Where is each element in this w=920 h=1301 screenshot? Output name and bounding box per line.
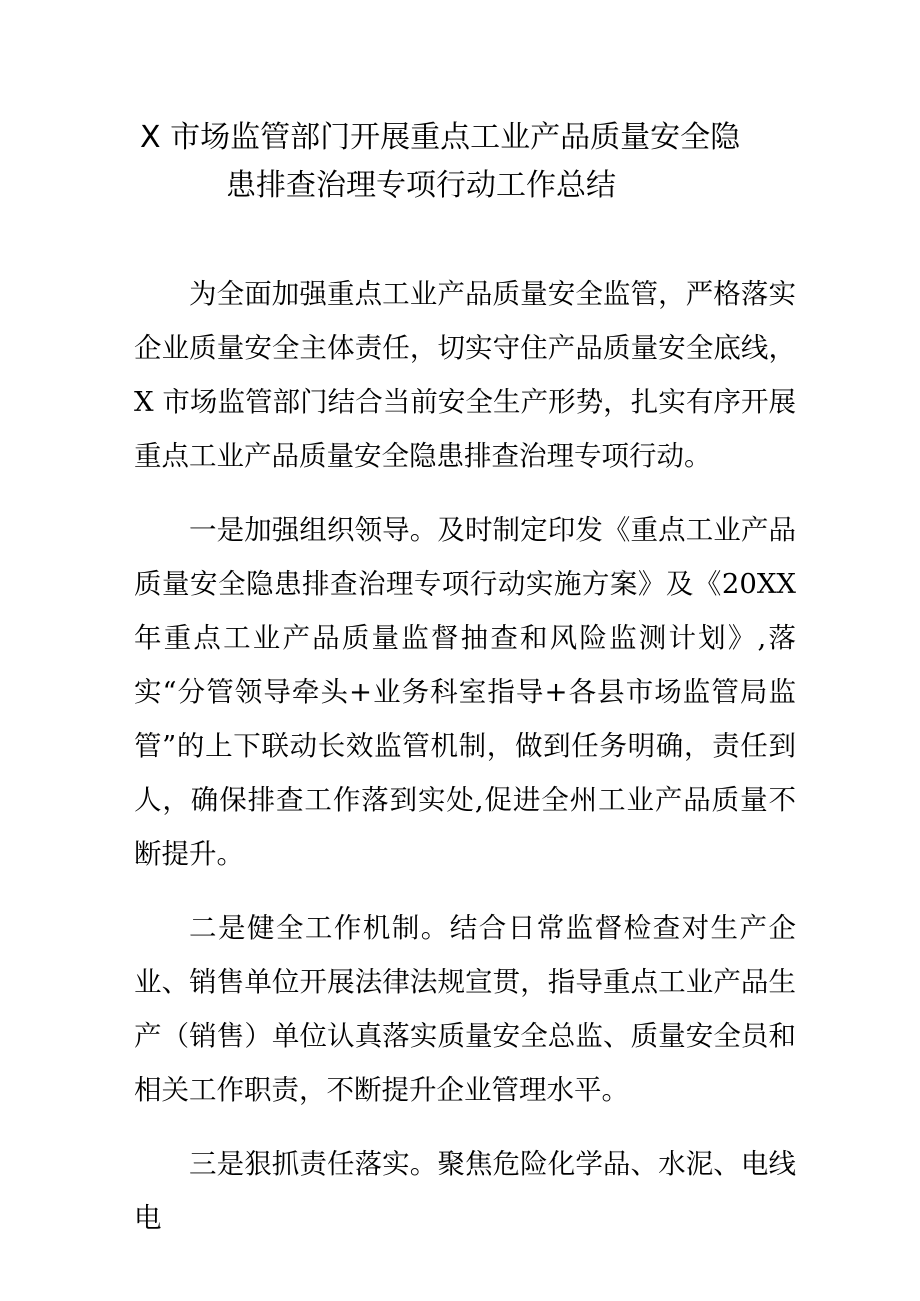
paragraph-mechanism: 二是健全工作机制。结合日常监督检查对生产企业、销售单位开展法律法规宣贯，指导重点工业产品生产（销售）单位认真落实质量安全总监、质量安全员和相关工作职责，不断提升企业管理水平。 [134, 912, 796, 1106]
paragraph-organization: 一是加强组织领导。及时制定印发《重点工业产品质量安全隐患排查治理专项行动实施方案》及《20XX 年重点工业产品质量监督抽查和风险监测计划》,落实“分管领导牵头+业务科室指导+各县市场监管局监管”的上下联动长效监管机制，做到任务明确，责任到人，确保排查工作落到实处,促进全州工业产品质量不断提升。 [134, 514, 796, 870]
paragraph-intro: 为全面加强重点工业产品质量安全监管，严格落实企业质量安全主体责任，切实守住产品质量安全底线，X 市场监管部门结合当前安全生产形势，扎实有序开展重点工业产品质量安全隐患排查治理专项行动。 [134, 278, 796, 472]
document-body [134, 267, 796, 1265]
title-line-2: 患排查治理专项行动工作总结 [226, 168, 616, 203]
document-title [140, 114, 800, 210]
paragraph-responsibility: 三是狠抓责任落实。聚焦危险化学品、水泥、电线电 [134, 1148, 796, 1234]
title-line-1: X 市场监管部门开展重点工业产品质量安全隐 [140, 120, 741, 155]
